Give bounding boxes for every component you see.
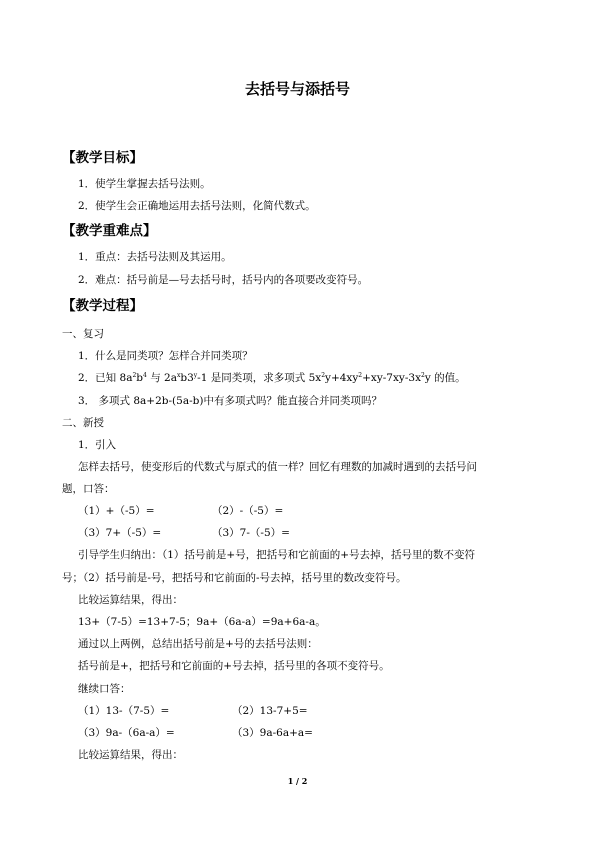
- intro-label: 1．引入: [78, 439, 117, 451]
- rule-intro: 通过以上两例，总结出括号前是+号的去括号法则：: [78, 638, 318, 650]
- process-heading: 【教学过程】: [62, 298, 143, 314]
- key-points-heading: 【教学重难点】: [62, 223, 157, 239]
- intro-paragraph-line-2: 题，口答：: [62, 483, 115, 495]
- goal-item-1: 1．使学生掌握去括号法则。: [78, 178, 211, 190]
- goal-item-2: 2．使学生会正确地运用去括号法则，化简代数式。: [78, 200, 316, 212]
- document-title: 去括号与添括号: [244, 80, 350, 98]
- exercise-1: （1）+（-5）=: [78, 505, 155, 517]
- exercise-4: （3）7-（-5）=: [212, 527, 290, 539]
- exercise-8: （3）9a-6a+a=: [232, 727, 313, 739]
- review-label: 一、复习: [62, 328, 104, 340]
- intro-paragraph-line-1: 怎样去括号，使变形后的代数式与原式的值一样？回忆有理数的加减时遇到的去括号问: [78, 461, 477, 473]
- exercise-5: （1）13-（7-5）=: [78, 705, 170, 717]
- summary-paragraph-line-1: 引导学生归纳出：（1）括号前是+号，把括号和它前面的+号去掉，括号里的数不变符: [78, 549, 476, 561]
- exercise-2: （2）-（-5）=: [212, 505, 284, 517]
- key-point-2: 2．难点：括号前是—号去括号时，括号内的各项要改变符号。: [78, 274, 369, 286]
- review-question-3: 3． 多项式 8a+2b-(5a-b)中有多项式吗？能直接合并同类项吗？: [78, 395, 382, 407]
- page-number: 1 / 2: [287, 776, 308, 786]
- result-equation-1: 13+（7-5）=13+7-5；9a+（6a-a）=9a+6a-a。: [78, 616, 326, 628]
- goals-heading: 【教学目标】: [62, 150, 143, 166]
- rule-statement: 括号前是+，把括号和它前面的+号去掉，括号里的各项不变符号。: [78, 660, 390, 672]
- compare-results-2: 比较运算结果，得出：: [78, 749, 183, 761]
- exercise-7: （3）9a-（6a-a）=: [78, 727, 175, 739]
- review-question-2: 2．已知 $8a^2b^4$ 与 $2a^xb3^y-1$ 是同类项，求多项式 $5x^2y+4xy^2+xy-7xy-3x^2y$ 的值。: [78, 372, 466, 384]
- review-question-1: 1．什么是同类项？怎样合并同类项？: [78, 350, 253, 362]
- new-lesson-label: 二、新授: [62, 417, 104, 429]
- summary-paragraph-line-2: 号；（2）括号前是-号，把括号和它前面的-号去掉，括号里的数改变符号。: [62, 572, 407, 584]
- exercise-6: （2）13-7+5=: [232, 705, 308, 717]
- compare-results-1: 比较运算结果，得出：: [78, 594, 183, 606]
- key-point-1: 1．重点：去括号法则及其运用。: [78, 251, 232, 263]
- exercise-3: （3）7+（-5）=: [78, 527, 162, 539]
- continue-label: 继续口答：: [78, 683, 131, 695]
